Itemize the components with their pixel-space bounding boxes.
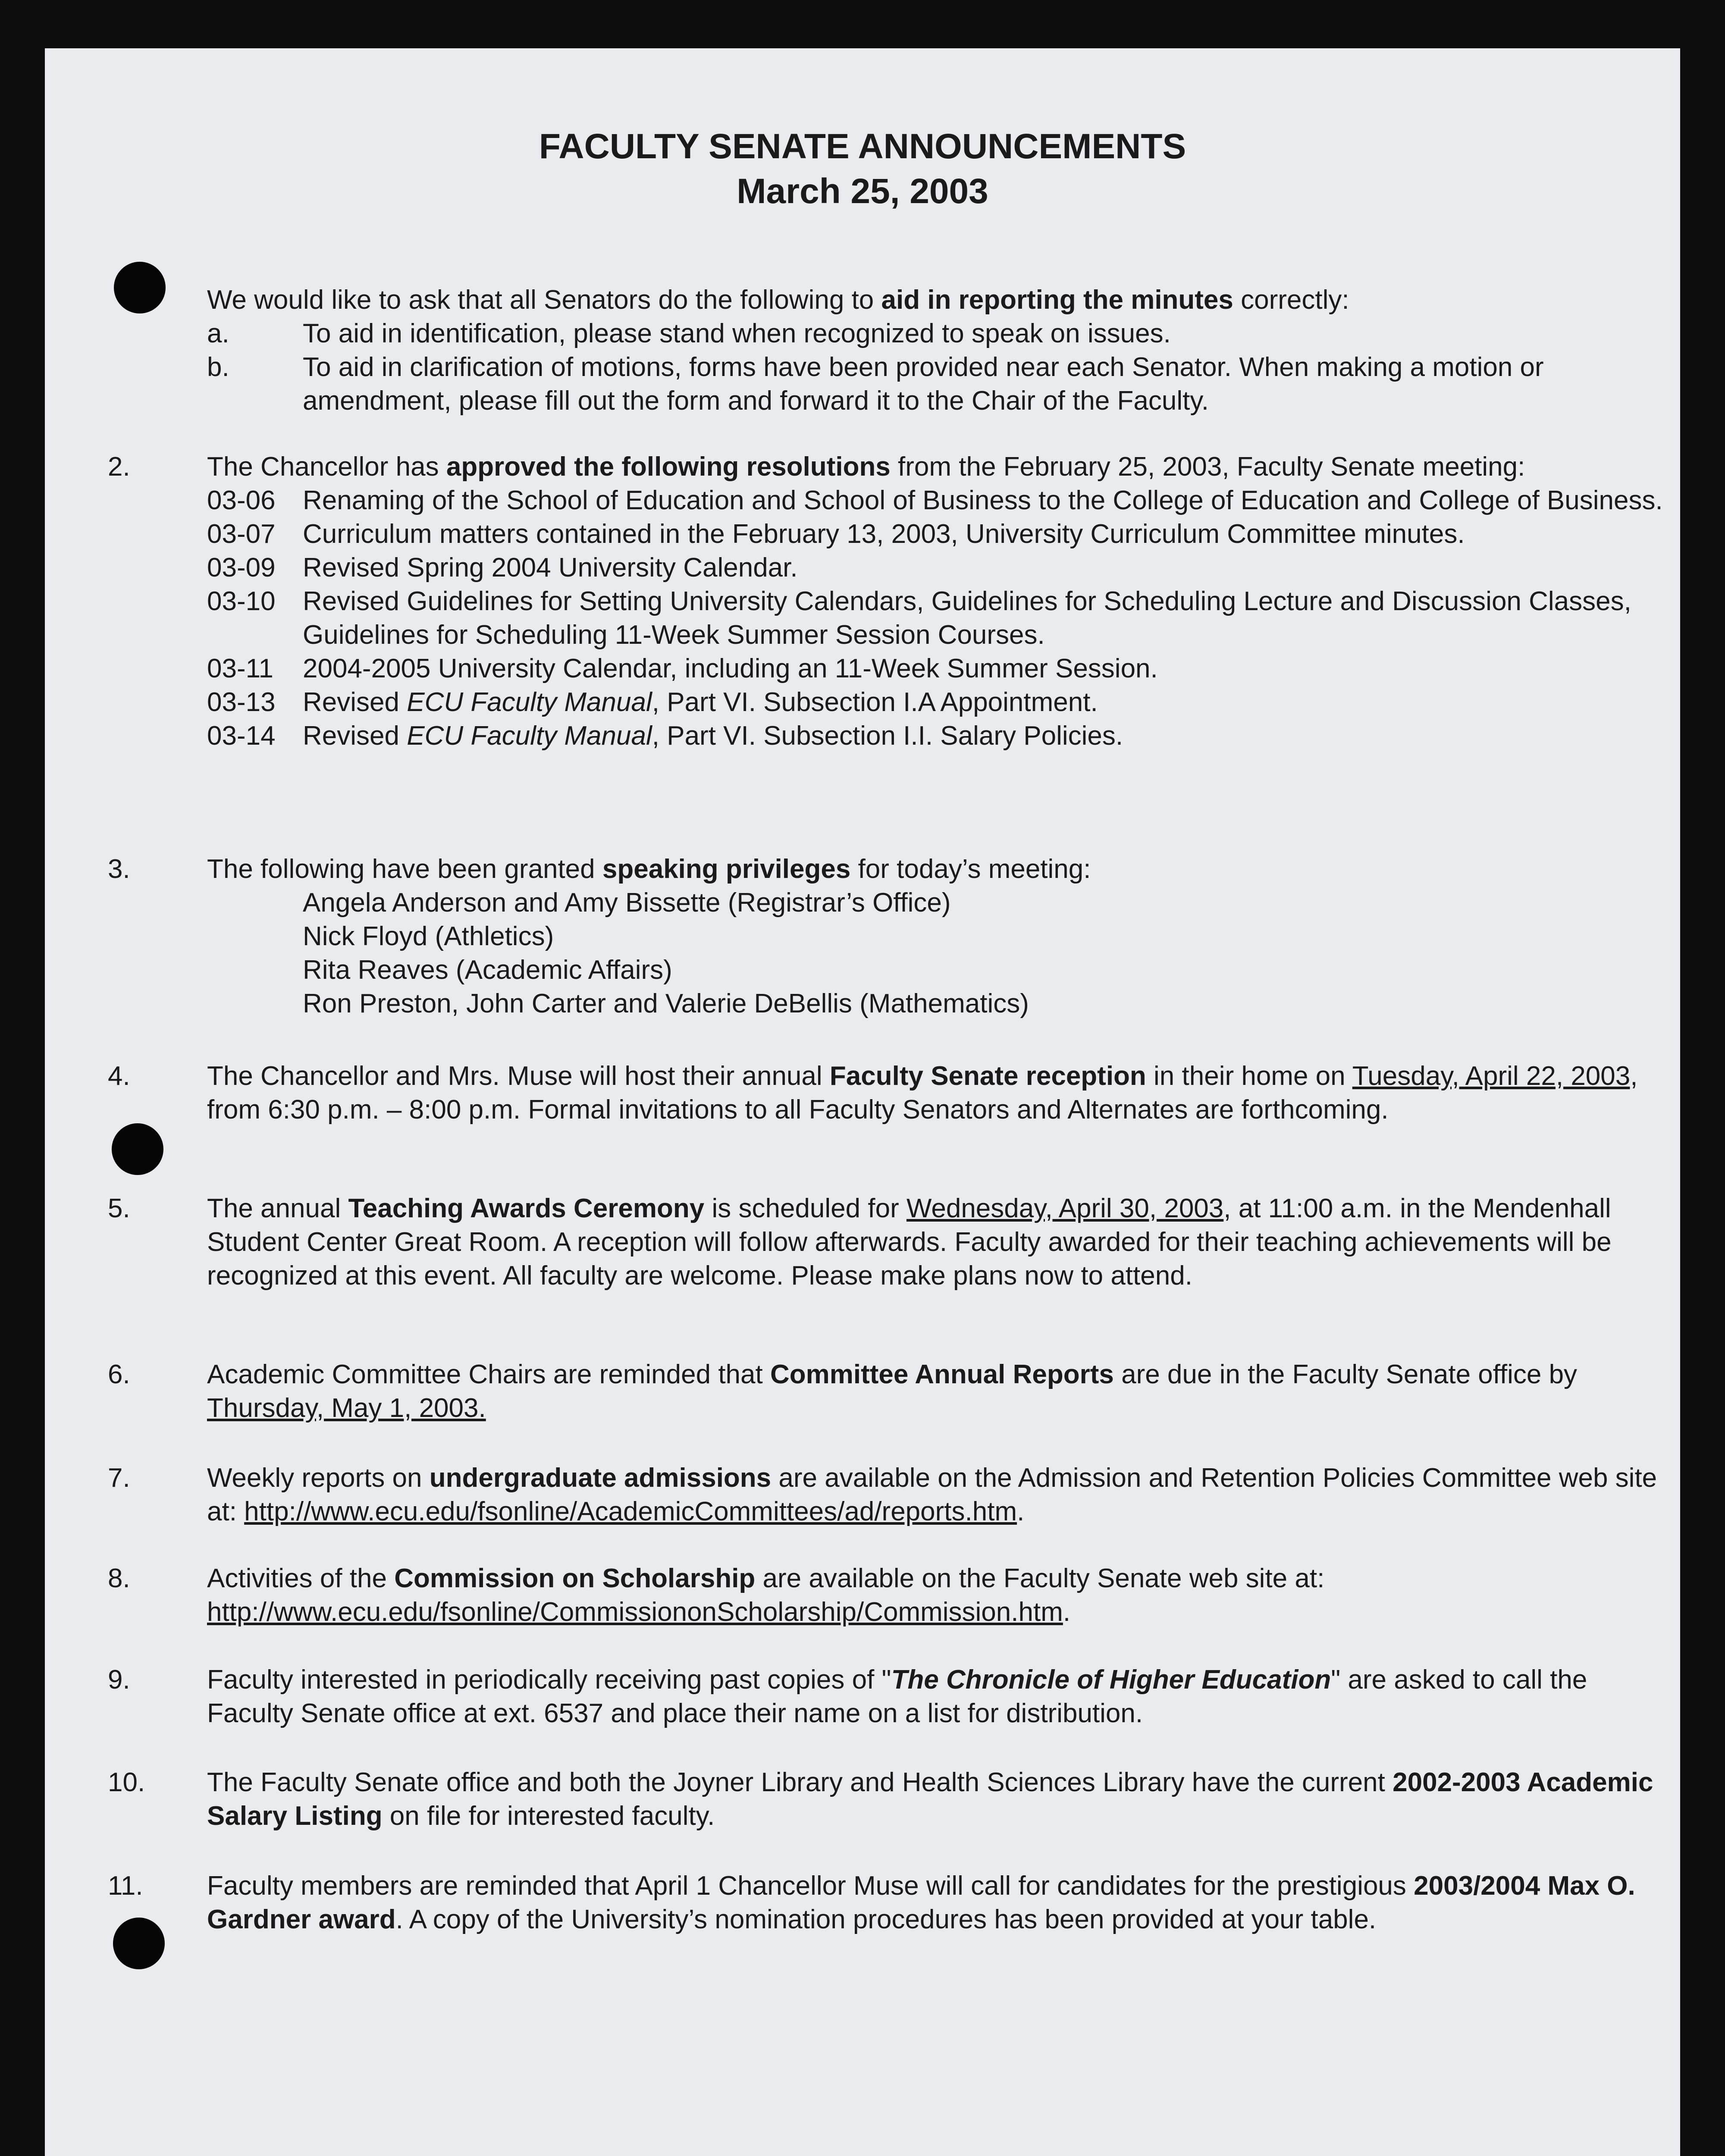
item-number: 11. <box>108 1871 143 1901</box>
speaker-name: Rita Reaves (Academic Affairs) <box>303 955 672 985</box>
reports-link[interactable]: http://www.ecu.edu/fsonline/AcademicCommittees/ad/reports.htm <box>244 1497 1017 1526</box>
speaker-name: Angela Anderson and Amy Bissette (Registrar’s Office) <box>303 888 951 918</box>
announcement-text: Faculty interested in periodically receiving past copies of "The Chronicle of Higher Education" are asked to call the Faculty Senate office at ext. 6537 and place their name on a list for distribution. <box>207 1665 1587 1728</box>
item-number: 4. <box>108 1061 130 1091</box>
resolution: 03-06 Renaming of the School of Education and School of Business to the College of Education and College of Business. <box>207 486 1663 515</box>
item-number: 3. <box>108 854 130 884</box>
speaker-name: Ron Preston, John Carter and Valerie DeBellis (Mathematics) <box>303 989 1029 1018</box>
item-number: 8. <box>108 1564 130 1593</box>
announcement-text: Academic Committee Chairs are reminded that Committee Annual Reports are due in the Faculty Senate office by Thursday, May 1, 2003. <box>207 1360 1578 1423</box>
announcement-text: Weekly reports on undergraduate admissions are available on the Admission and Retention Policies Committee web site at: http://www.ecu.edu/fsonline/AcademicCommittees/ad/reports.htm. <box>207 1463 1657 1526</box>
announcement-text: Activities of the Commission on Scholarship are available on the Faculty Senate web site at: http://www.ecu.edu/fsonline/CommissiononScholarship/Commission.htm. <box>207 1564 1325 1627</box>
item-number: 6. <box>108 1360 130 1389</box>
announcement-text: The Chancellor and Mrs. Muse will host their annual Faculty Senate reception in their home on Tuesday, April 22, 2003, from 6:30 p.m. – 8:00 p.m. Formal invitations to all Faculty Senators and Alternates are forthcoming. <box>207 1061 1638 1125</box>
announcement-text: The Faculty Senate office and both the Joyner Library and Health Sciences Library have the current 2002-2003 Academic Salary Listing on file for interested faculty. <box>207 1767 1653 1831</box>
punch-hole <box>114 262 166 313</box>
resolution: 03-11 2004-2005 University Calendar, including an 11-Week Summer Session. <box>207 654 1158 683</box>
resolution: 03-07 Curriculum matters contained in the February 13, 2003, University Curriculum Committee minutes. <box>207 519 1465 549</box>
announcement-text: The following have been granted speaking privileges for today’s meeting: <box>207 854 1091 884</box>
item-number: 2. <box>108 452 130 482</box>
document-page <box>45 48 1680 2156</box>
item-number: 9. <box>108 1665 130 1695</box>
resolution: 03-10 Revised Guidelines for Setting University Calendars, Guidelines for Scheduling Lecture and Discussion Classes, Guidelines for Scheduling 11-Week Summer Session Courses. <box>207 586 1631 650</box>
resolution: 03-09 Revised Spring 2004 University Calendar. <box>207 553 798 583</box>
announcement-text: We would like to ask that all Senators do the following to aid in reporting the minutes correctly: <box>207 285 1349 315</box>
speaker-name: Nick Floyd (Athletics) <box>303 921 554 951</box>
resolution: 03-14 Revised ECU Faculty Manual, Part VI. Subsection I.I. Salary Policies. <box>207 721 1123 751</box>
item-number: 7. <box>108 1463 130 1493</box>
item-number: 5. <box>108 1194 130 1223</box>
commission-link[interactable]: http://www.ecu.edu/fsonline/CommissiononScholarship/Commission.htm <box>207 1597 1063 1627</box>
announcement-text: The Chancellor has approved the following resolutions from the February 25, 2003, Faculty Senate meeting: <box>207 452 1525 482</box>
document-date: March 25, 2003 <box>737 172 988 211</box>
announcement-text: Faculty members are reminded that April 1 Chancellor Muse will call for candidates for the prestigious 2003/2004 Max O. Gardner award. A copy of the University’s nomination procedures has been provided at your table. <box>207 1871 1635 1934</box>
resolution: 03-13 Revised ECU Faculty Manual, Part VI. Subsection I.A Appointment. <box>207 687 1098 717</box>
punch-hole <box>112 1123 163 1175</box>
announcement-text: The annual Teaching Awards Ceremony is scheduled for Wednesday, April 30, 2003, at 11:00 a.m. in the Mendenhall Student Center Great Room. A reception will follow afterwards. Faculty awarded for their teaching achievements will be recognized at this event. All faculty are welcome. Please make plans now to attend. <box>207 1194 1612 1291</box>
document-title: FACULTY SENATE ANNOUNCEMENTS <box>539 127 1186 166</box>
sub-item-b: b. To aid in clarification of motions, forms have been provided near each Senator. When making a motion or amendment, please fill out the form and forward it to the Chair of the Faculty. <box>207 352 1544 416</box>
item-number: 10. <box>108 1767 145 1797</box>
sub-item-a: a. To aid in identification, please stand when recognized to speak on issues. <box>207 319 1171 348</box>
punch-hole <box>113 1918 165 1969</box>
